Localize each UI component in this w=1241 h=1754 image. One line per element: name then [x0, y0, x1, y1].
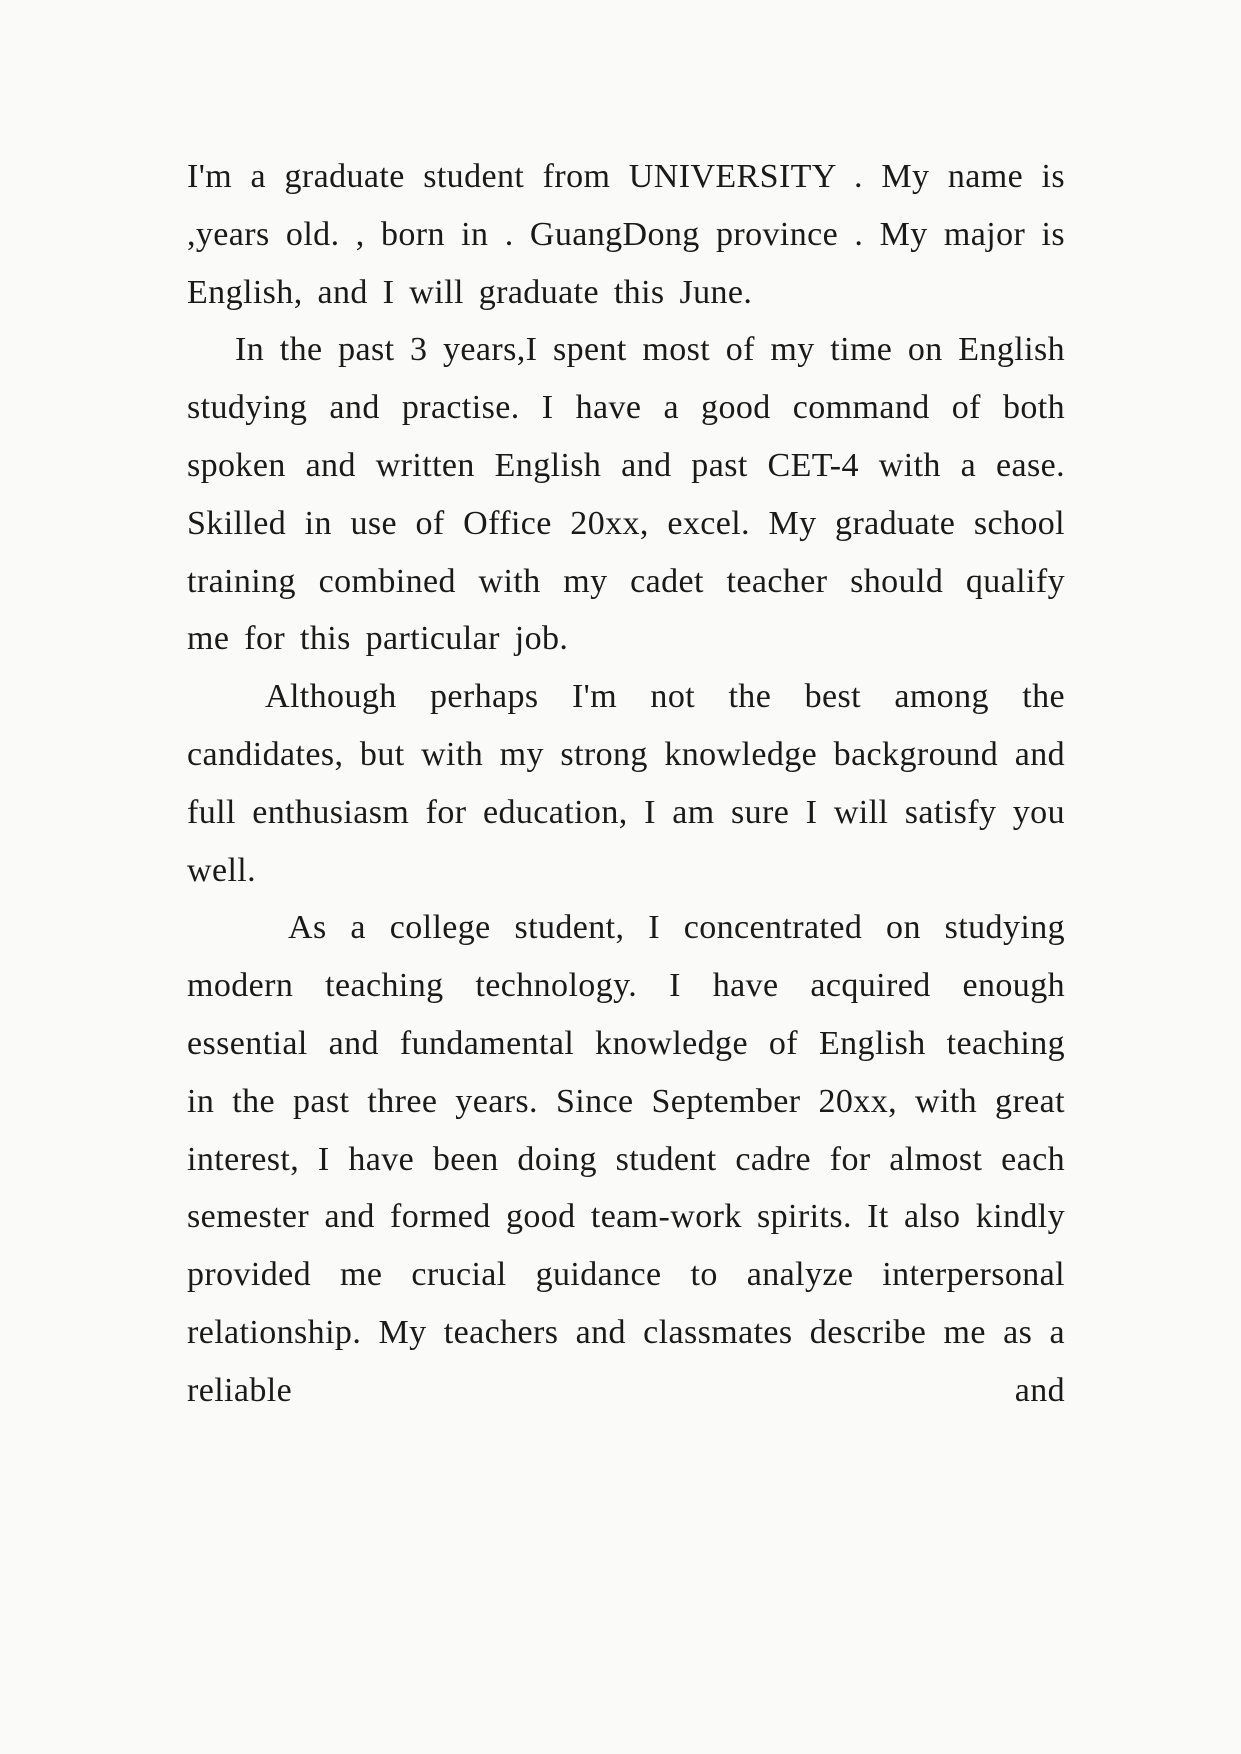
paragraph-college-experience: As a college student, I concentrated on studying modern teaching technology. I have acquired enough essential and fundamental knowledge of English teaching in the past three years. Since September 20xx, with great interest, I have been doing student cadre for almost each semester and formed good team-work spirits. It also kindly provided me crucial guidance to analyze interpersonal relationship. My teachers and classmates describe me as a reliable and: [187, 909, 1065, 1409]
paragraph-intro: I'm a graduate student from UNIVERSITY . My name is ,years old. , born in . GuangDong province . My major is English, and I will graduate this June.: [187, 158, 1065, 311]
paragraph-candidates: Although perhaps I'm not the best among the candidates, but with my strong knowledge background and full enthusiasm for education, I am sure I will satisfy you well.: [187, 678, 1065, 889]
document-body: [187, 148, 1065, 1420]
paragraph-english-study: In the past 3 years,I spent most of my time on English studying and practise. I have a good command of both spoken and written English and past CET-4 with a ease. Skilled in use of Office 20xx, excel. My graduate school training combined with my cadet teacher should qualify me for this particular job.: [187, 331, 1065, 658]
